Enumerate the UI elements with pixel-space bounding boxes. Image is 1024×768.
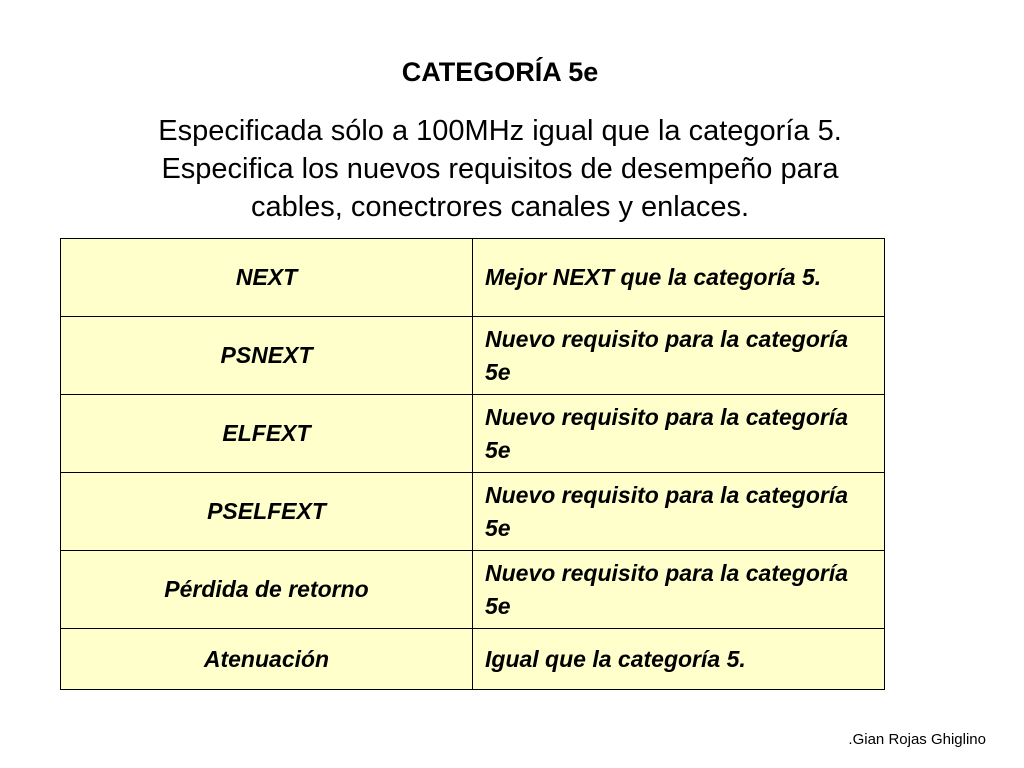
- slide-title: CATEGORÍA 5e: [401, 57, 599, 87]
- table-row: [61, 551, 885, 629]
- description-cell: Nuevo requisito para la categoría 5e: [473, 395, 885, 473]
- description-cell: Nuevo requisito para la categoría 5e: [473, 473, 885, 551]
- table-row: [61, 317, 885, 395]
- parameter-cell: PSELFEXT: [61, 473, 473, 551]
- table-row: [61, 629, 885, 690]
- description-cell: Nuevo requisito para la categoría 5e: [473, 317, 885, 395]
- description-cell: Igual que la categoría 5.: [473, 629, 885, 690]
- parameter-cell: Atenuación: [61, 629, 473, 690]
- description-line: Especificada sólo a 100MHz igual que la categoría 5.: [158, 115, 842, 147]
- parameter-cell: NEXT: [61, 239, 473, 317]
- slide-description: [40, 112, 960, 226]
- author-credit: .Gian Rojas Ghiglino: [848, 731, 986, 748]
- parameter-cell: ELFEXT: [61, 395, 473, 473]
- table-row: [61, 395, 885, 473]
- table-row: [61, 239, 885, 317]
- table-row: [61, 473, 885, 551]
- parameter-cell: Pérdida de retorno: [61, 551, 473, 629]
- description-cell: Nuevo requisito para la categoría 5e: [473, 551, 885, 629]
- parameter-cell: PSNEXT: [61, 317, 473, 395]
- description-line: Especifica los nuevos requisitos de desempeño para: [161, 153, 839, 185]
- description-cell: Mejor NEXT que la categoría 5.: [473, 239, 885, 317]
- description-line: cables, conectrores canales y enlaces.: [250, 191, 750, 223]
- requirements-table: [60, 238, 885, 690]
